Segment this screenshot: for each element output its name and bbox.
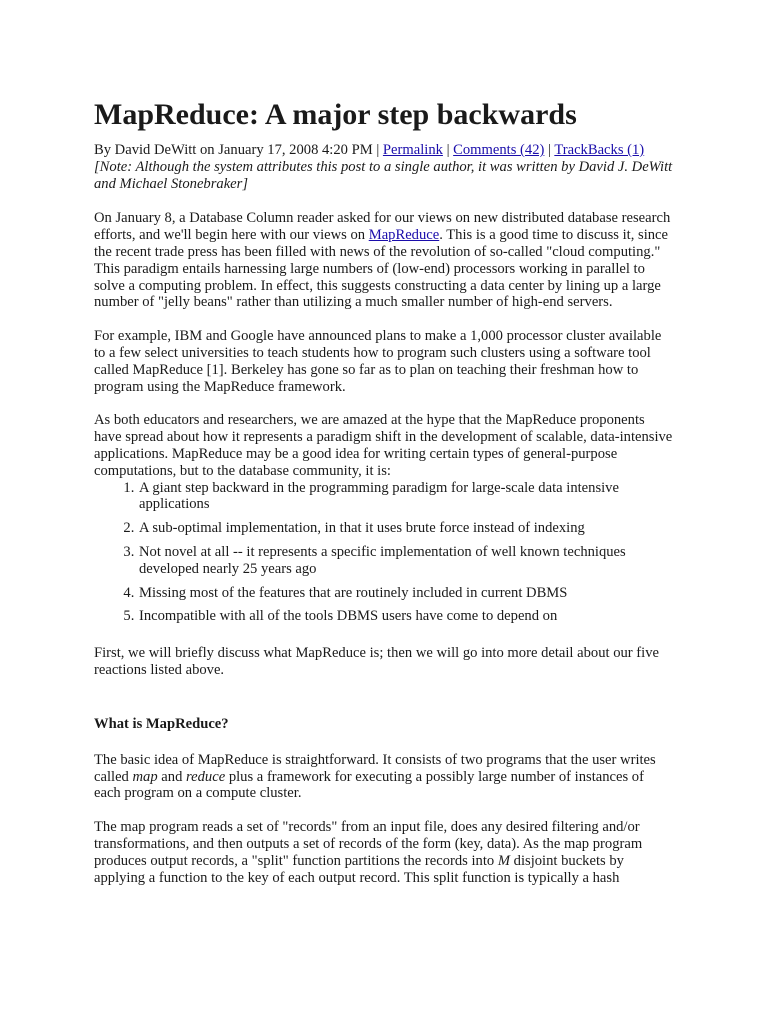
list-item: 2. A sub-optimal implementation, in that it uses brute force instead of indexing <box>138 520 674 537</box>
permalink-link[interactable]: Permalink <box>382 142 443 158</box>
paragraph-text: The basic idea of MapReduce is straightforward. It consists of two programs that the user writes called <box>94 751 656 785</box>
trackbacks-link[interactable]: TrackBacks (1) <box>554 142 645 158</box>
paragraph-map-program <box>94 819 674 886</box>
paragraph-text: The map program reads a set of "records" from an input file, does any desired filtering and/or transformations, and then outputs a set of records of the form (key, data). As the map program produces output records, a "split" function partitions the records into <box>94 819 643 869</box>
byline-separator: | <box>442 142 454 158</box>
paragraph-example: For example, IBM and Google have announced plans to make a 1,000 processor cluster available to a few select universities to teach students how to program such clusters using a software tool called MapReduce [1]. Berkeley has gone so far as to plan on teaching their freshman how to program using the MapReduce framework. <box>94 328 662 395</box>
section-heading: What is MapReduce? <box>94 715 229 732</box>
emphasis-map: map <box>132 768 158 785</box>
list-item: 5. Incompatible with all of the tools DBMS users have come to depend on <box>138 608 674 625</box>
byline <box>94 142 674 159</box>
list-item: 4. Missing most of the features that are routinely included in current DBMS <box>138 585 674 602</box>
comments-link[interactable]: Comments (42) <box>453 142 545 158</box>
list-item: 1. A giant step backward in the programming paradigm for large-scale data intensive applications <box>138 480 674 514</box>
byline-separator: | <box>544 142 555 158</box>
paragraph-text: disjoint buckets by applying a function to the key of each output record. This split function is typically a hash <box>94 852 624 886</box>
emphasis-reduce: reduce <box>186 768 226 785</box>
byline-author-date: By David DeWitt on January 17, 2008 4:20 PM | <box>94 142 383 158</box>
paragraph-basic-idea <box>94 752 674 802</box>
paragraph-text: and <box>157 768 187 785</box>
paragraph-text: On January 8, a Database Column reader asked for our views on new distributed database research efforts, and we'll begin here with our views on <box>94 210 671 244</box>
paragraph-overview: First, we will briefly discuss what MapReduce is; then we will go into more detail about our five reactions listed above. <box>94 645 659 678</box>
paragraph-text: plus a framework for executing a possibly large number of instances of each program on a compute cluster. <box>94 768 644 802</box>
article-title: MapReduce: A major step backwards <box>94 98 577 131</box>
paragraph-text: . This is a good time to discuss it, since the recent trade press has been filled with news of the revolution of so-called "cloud computing." This paradigm entails harnessing large numbers of (low-end) processors working in parallel to solve a computing problem. In effect, this suggests constructing a data center by lining up a large number of "jelly beans" rather than utilizing a much smaller number of high-end servers. <box>94 227 668 311</box>
author-note: [Note: Although the system attributes this post to a single author, it was written by David J. DeWitt and Michael Stonebraker] <box>94 158 673 192</box>
mapreduce-link[interactable]: MapReduce <box>368 227 440 244</box>
paragraph-reaction-intro: As both educators and researchers, we are amazed at the hype that the MapReduce proponents have spread about how it represents a paradigm shift in the development of scalable, data-intensive applications. MapReduce may be a good idea for writing certain types of general-purpose computations, but to the database community, it is: <box>94 412 673 479</box>
list-item: 3. Not novel at all -- it represents a specific implementation of well known techniques developed nearly 25 years ago <box>138 544 674 578</box>
paragraph-intro <box>94 210 674 311</box>
emphasis-m: M <box>497 852 511 869</box>
spacer <box>94 696 674 716</box>
reactions-list <box>94 480 674 626</box>
